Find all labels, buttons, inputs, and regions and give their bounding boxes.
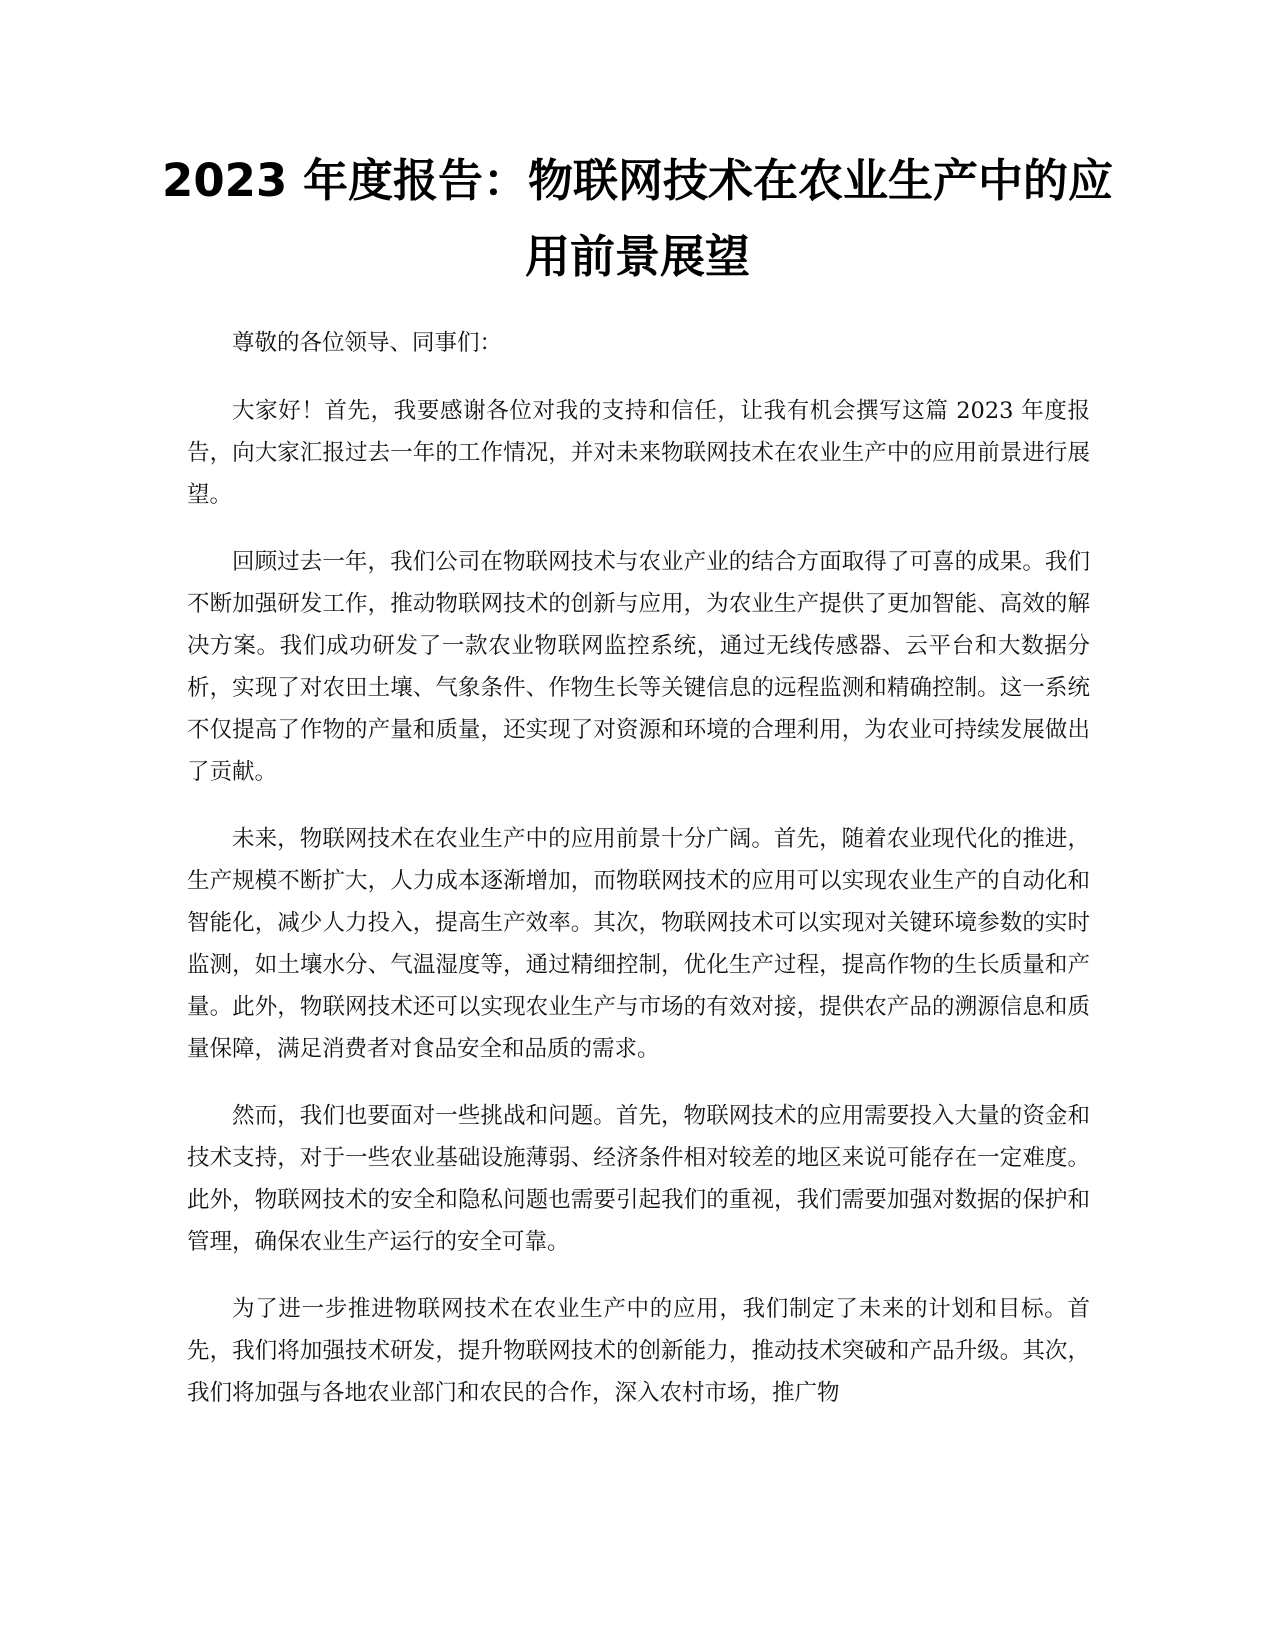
document-title: 2023 年度报告：物联网技术在农业生产中的应用前景展望 [162, 154, 1113, 283]
salutation-paragraph: 尊敬的各位领导、同事们： [232, 330, 503, 356]
body-paragraph: 然而，我们也要面对一些挑战和问题。首先，物联网技术的应用需要投入大量的资金和技术支持，对于一些农业基础设施薄弱、经济条件相对较差的地区来说可能存在一定难度。此外，物联网技术的安全和隐私问题也需要引起我们的重视，我们需要加强对数据的保护和管理，确保农业生产运行的安全可靠。 [187, 1103, 1090, 1255]
body-paragraph: 为了进一步推进物联网技术在农业生产中的应用，我们制定了未来的计划和目标。首先，我们将加强技术研发，提升物联网技术的创新能力，推动技术突破和产品升级。其次，我们将加强与各地农业部门和农民的合作，深入农村市场，推广物 [187, 1296, 1090, 1406]
body-paragraph: 回顾过去一年，我们公司在物联网技术与农业产业的结合方面取得了可喜的成果。我们不断加强研发工作，推动物联网技术的创新与应用，为农业生产提供了更加智能、高效的解决方案。我们成功研发了一款农业物联网监控系统，通过无线传感器、云平台和大数据分析，实现了对农田土壤、气象条件、作物生长等关键信息的远程监测和精确控制。这一系统不仅提高了作物的产量和质量，还实现了对资源和环境的合理利用，为农业可持续发展做出了贡献。 [187, 549, 1090, 785]
document-body [187, 322, 1090, 1439]
body-paragraph: 大家好！首先，我要感谢各位对我的支持和信任，让我有机会撰写这篇 2023 年度报告，向大家汇报过去一年的工作情况，并对未来物联网技术在农业生产中的应用前景进行展望。 [187, 398, 1090, 508]
body-paragraph: 未来，物联网技术在农业生产中的应用前景十分广阔。首先，随着农业现代化的推进，生产规模不断扩大，人力成本逐渐增加，而物联网技术的应用可以实现农业生产的自动化和智能化，减少人力投入，提高生产效率。其次，物联网技术可以实现对关键环境参数的实时监测，如土壤水分、气温湿度等，通过精细控制，优化生产过程，提高作物的生长质量和产量。此外，物联网技术还可以实现农业生产与市场的有效对接，提供农产品的溯源信息和质量保障，满足消费者对食品安全和品质的需求。 [187, 826, 1090, 1062]
